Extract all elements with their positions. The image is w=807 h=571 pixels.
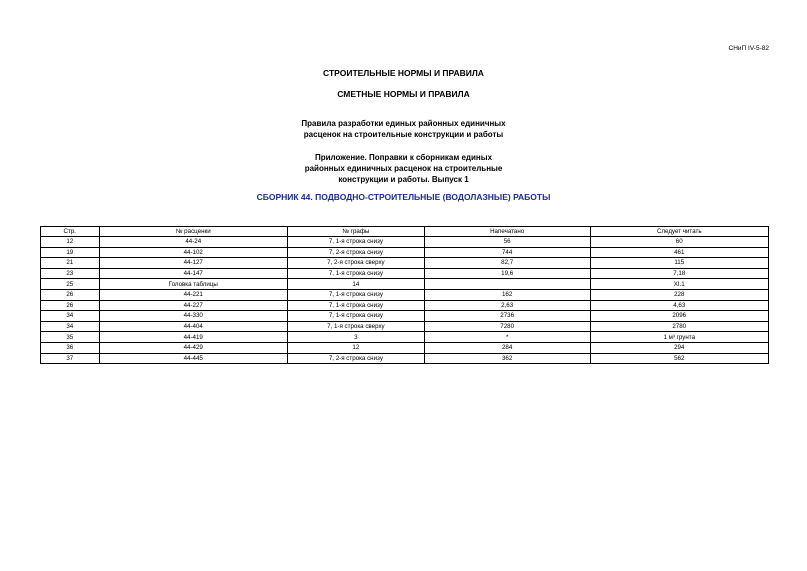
cell-should-read: 461 bbox=[590, 247, 769, 258]
cell-should-read: 2780 bbox=[590, 321, 769, 332]
cell-column-number: 12 bbox=[287, 342, 424, 353]
table-row bbox=[41, 300, 769, 311]
cell-rate-number: 44-221 bbox=[99, 289, 287, 300]
rules-title-line: Правила разработки единых районных единичных bbox=[301, 119, 506, 128]
cell-should-read: 294 bbox=[590, 342, 769, 353]
cell-should-read: 4,63 bbox=[590, 300, 769, 311]
cell-rate-number: 44-419 bbox=[99, 332, 287, 343]
table-row bbox=[41, 342, 769, 353]
column-header-printed: Напечатано bbox=[424, 227, 590, 237]
cell-rate-number: 44-227 bbox=[99, 300, 287, 311]
table-header-row bbox=[41, 227, 769, 237]
cell-printed: 162 bbox=[424, 289, 590, 300]
cell-should-read: 562 bbox=[590, 353, 769, 364]
cell-column-number: 7, 1-я строка снизу bbox=[287, 237, 424, 248]
table-row bbox=[41, 279, 769, 290]
appendix-title-line: Приложение. Поправки к сборникам единых bbox=[314, 153, 493, 162]
section-title: СБОРНИК 44. ПОДВОДНО-СТРОИТЕЛЬНЫЕ (ВОДОЛАЗНЫЕ) РАБОТЫ bbox=[256, 192, 551, 202]
cell-page: 37 bbox=[41, 353, 100, 364]
cell-column-number: 7, 1-я строка снизу bbox=[287, 289, 424, 300]
column-header-rate-number: № расценки bbox=[99, 227, 287, 237]
cell-rate-number: 44-102 bbox=[99, 247, 287, 258]
cell-page: 19 bbox=[41, 247, 100, 258]
cell-printed: 82,7 bbox=[424, 258, 590, 269]
document-code: СНиП IV-5-82 bbox=[728, 45, 769, 52]
cell-rate-number: 44-24 bbox=[99, 237, 287, 248]
cell-column-number: 7, 1-я строка снизу bbox=[287, 300, 424, 311]
table-row bbox=[41, 258, 769, 269]
table-row bbox=[41, 353, 769, 364]
subtitle: СМЕТНЫЕ НОРМЫ И ПРАВИЛА bbox=[337, 89, 470, 99]
cell-page: 34 bbox=[41, 321, 100, 332]
column-header-column-number: № графы bbox=[287, 227, 424, 237]
cell-column-number: 7, 2-я строка снизу bbox=[287, 247, 424, 258]
cell-page: 21 bbox=[41, 258, 100, 269]
cell-rate-number: 44-147 bbox=[99, 268, 287, 279]
cell-rate-number: 44-330 bbox=[99, 311, 287, 322]
cell-printed bbox=[424, 279, 590, 290]
cell-page: 12 bbox=[41, 237, 100, 248]
column-header-page: Стр. bbox=[41, 227, 100, 237]
table-row bbox=[41, 237, 769, 248]
cell-page: 23 bbox=[41, 268, 100, 279]
table-row bbox=[41, 268, 769, 279]
cell-rate-number: 44-404 bbox=[99, 321, 287, 332]
cell-rate-number: Головка таблицы bbox=[99, 279, 287, 290]
table-row bbox=[41, 311, 769, 322]
cell-column-number: 7, 1-я строка снизу bbox=[287, 311, 424, 322]
cell-should-read: 115 bbox=[590, 258, 769, 269]
column-header-should-read: Следует читать bbox=[590, 227, 769, 237]
appendix-title-line: районных единичных расценок на строительные bbox=[304, 164, 503, 173]
cell-column-number: 7, 1-я строка сверху bbox=[287, 321, 424, 332]
table-row bbox=[41, 332, 769, 343]
corrections-table bbox=[40, 226, 769, 364]
cell-printed: 362 bbox=[424, 353, 590, 364]
cell-page: 35 bbox=[41, 332, 100, 343]
table-body bbox=[41, 237, 769, 364]
cell-page: 36 bbox=[41, 342, 100, 353]
cell-page: 26 bbox=[41, 289, 100, 300]
cell-printed: * bbox=[424, 332, 590, 343]
table-row bbox=[41, 289, 769, 300]
cell-should-read: 1 м³ грунта bbox=[590, 332, 769, 343]
appendix-title bbox=[0, 152, 807, 185]
cell-rate-number: 44-127 bbox=[99, 258, 287, 269]
rules-title bbox=[0, 118, 807, 140]
cell-should-read: XI.1 bbox=[590, 279, 769, 290]
cell-should-read: 228 bbox=[590, 289, 769, 300]
table-row bbox=[41, 321, 769, 332]
cell-column-number: 7, 2-я строка снизу bbox=[287, 353, 424, 364]
cell-printed: 2,63 bbox=[424, 300, 590, 311]
cell-column-number: 14 bbox=[287, 279, 424, 290]
cell-printed: 19,6 bbox=[424, 268, 590, 279]
cell-should-read: 60 bbox=[590, 237, 769, 248]
cell-printed: 284 bbox=[424, 342, 590, 353]
cell-printed: 744 bbox=[424, 247, 590, 258]
cell-rate-number: 44-429 bbox=[99, 342, 287, 353]
main-title: СТРОИТЕЛЬНЫЕ НОРМЫ И ПРАВИЛА bbox=[323, 68, 484, 78]
rules-title-line: расценок на строительные конструкции и работы bbox=[303, 130, 504, 139]
table-row bbox=[41, 247, 769, 258]
cell-page: 26 bbox=[41, 300, 100, 311]
cell-should-read: 2096 bbox=[590, 311, 769, 322]
cell-column-number: 7, 1-я строка снизу bbox=[287, 268, 424, 279]
cell-printed: 56 bbox=[424, 237, 590, 248]
cell-column-number: 7, 2-я строка сверху bbox=[287, 258, 424, 269]
cell-should-read: 7,18 bbox=[590, 268, 769, 279]
cell-printed: 7280 bbox=[424, 321, 590, 332]
cell-page: 25 bbox=[41, 279, 100, 290]
cell-column-number: 3 bbox=[287, 332, 424, 343]
cell-printed: 2736 bbox=[424, 311, 590, 322]
cell-rate-number: 44-445 bbox=[99, 353, 287, 364]
cell-page: 34 bbox=[41, 311, 100, 322]
appendix-title-line: конструкции и работы. Выпуск 1 bbox=[338, 175, 469, 184]
